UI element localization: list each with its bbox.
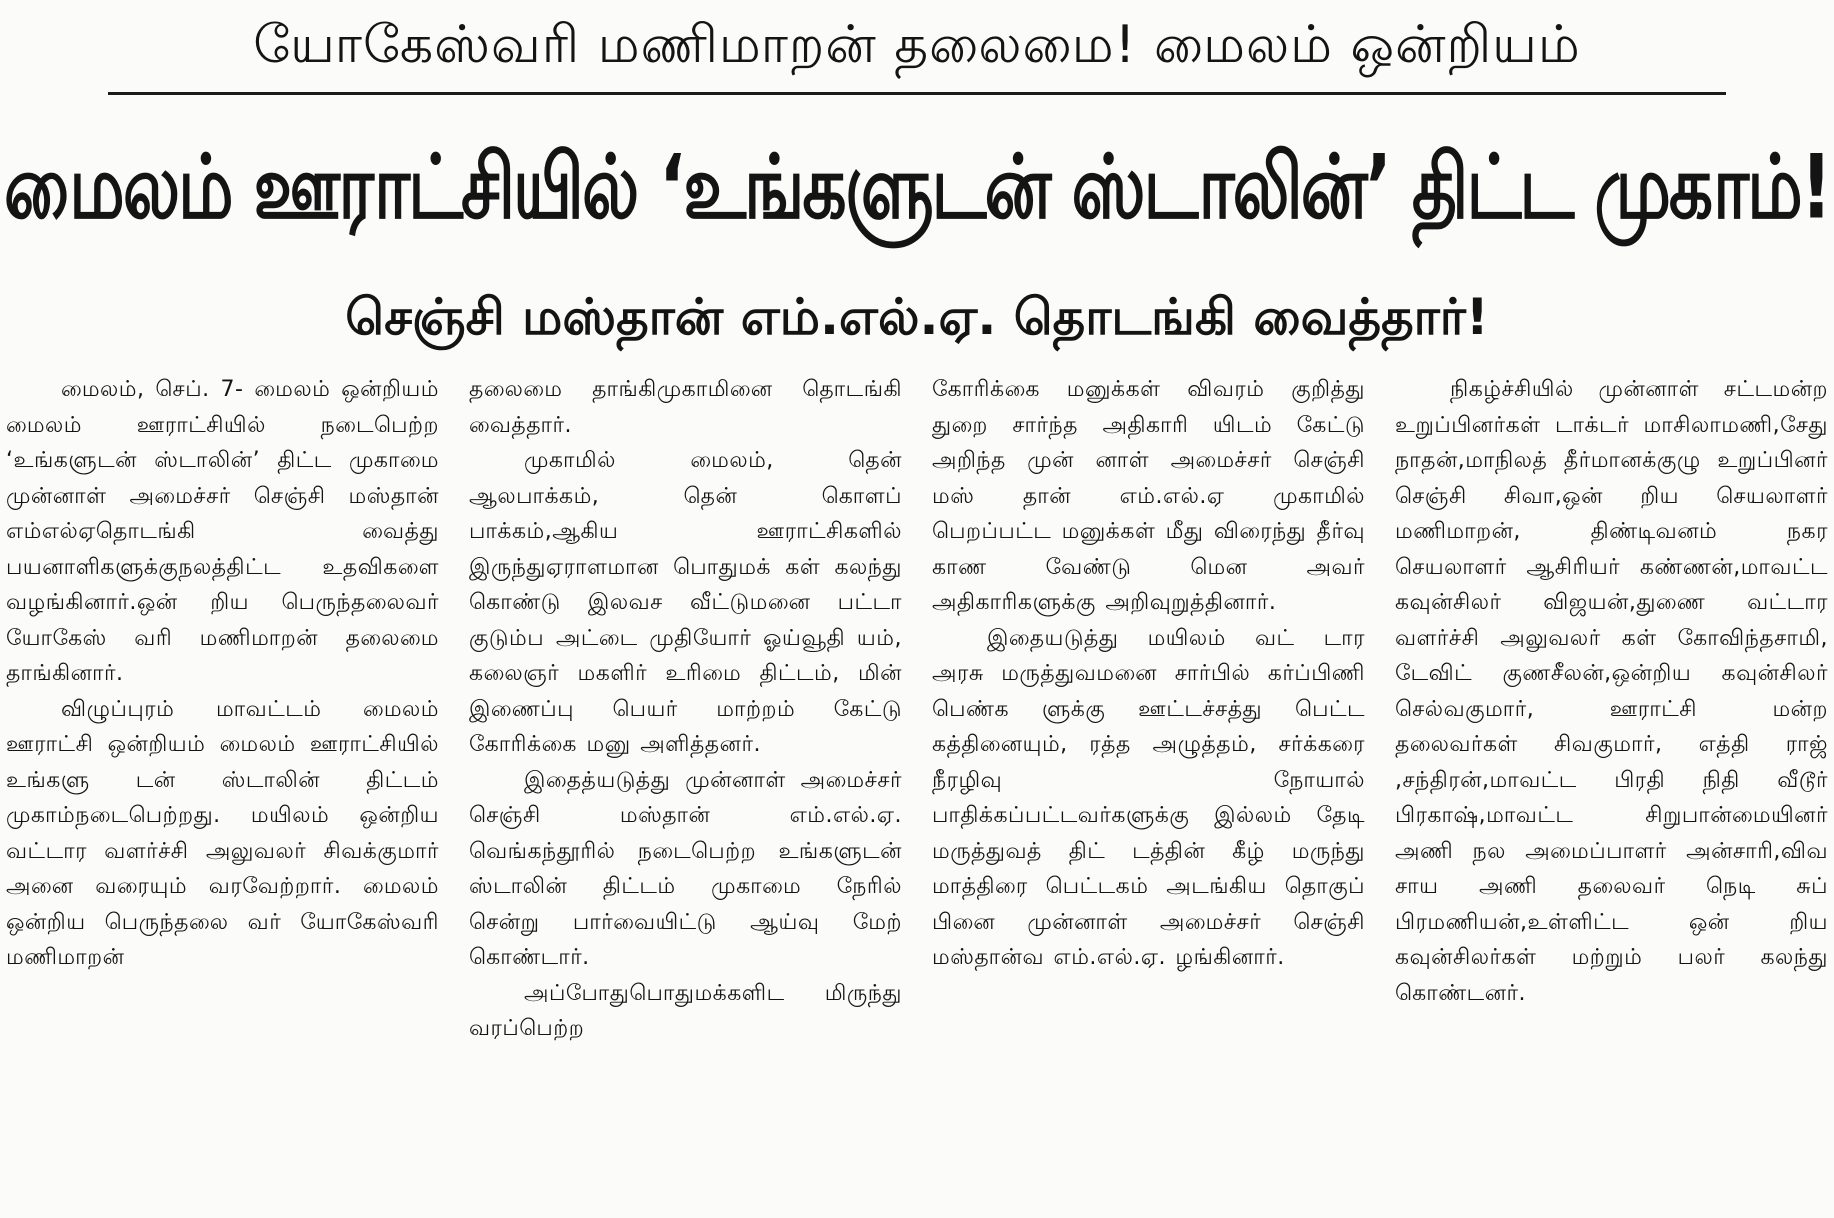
kicker-divider	[108, 92, 1726, 95]
article-body	[6, 372, 1828, 1212]
kicker-line: யோகேஸ்வரி மணிமாறன் தலைமை! மைலம் ஒன்றியம்	[253, 14, 1581, 75]
paragraph: கோரிக்கை மனுக்கள் விவரம் குறித்து துறை சார்ந்த அதிகாரி யிடம் கேட்டு அறிந்த முன் னாள் அமைச்சர் செஞ்சி மஸ் தான் எம்.எல்.ஏ முகாமில் பெறப்பட்ட மனுக்கள் மீது விரைந்து தீர்வு காண வேண்டு மென அவர் அதிகாரிகளுக்கு அறிவுறுத்தினார்.	[932, 377, 1365, 615]
paragraph: முகாமில் மைலம், தென் ஆலபாக்கம், தென் கொளப் பாக்கம்,ஆகிய ஊராட்சிகளில் இருந்துஏராளமான பொதுமக் கள் கலந்து கொண்டு இலவச வீட்டுமனை பட்டா குடும்ப அட்டை முதியோர் ஓய்வூதி யம், கலைஞர் மகளிர் உரிமை திட்டம், மின் இணைப்பு பெயர் மாற்றம் கேட்டு கோரிக்கை மனு அளித்தனர்.	[469, 448, 902, 757]
column-2	[469, 372, 902, 1212]
paragraph: அப்போதுபொதுமக்களிட மிருந்து வரப்பெற்ற	[469, 980, 902, 1041]
column-4	[1395, 372, 1828, 1212]
paragraph: இதையடுத்து மயிலம் வட் டார அரசு மருத்துவமனை சார்பில் கர்ப்பிணி பெண்க ளுக்கு ஊட்டச்சத்து பெட்ட கத்தினையும், ரத்த அழுத்தம், சர்க்கரை நீரழிவு நோயால் பாதிக்கப்பட்டவர்களுக்கு இல்லம் தேடி மருத்துவத் திட் டத்தின் கீழ் மருந்து மாத்திரை பெட்டகம் அடங்கிய தொகுப் பினை முன்னாள் அமைச்சர் செஞ்சி மஸ்தான்வ எம்.எல்.ஏ. ழங்கினார்.	[932, 625, 1365, 970]
subheadline: செஞ்சி மஸ்தான் எம்.எல்.ஏ. தொடங்கி வைத்தார்!	[345, 287, 1489, 346]
paragraph: நிகழ்ச்சியில் முன்னாள் சட்டமன்ற உறுப்பினர்கள் டாக்டர் மாசிலாமணி,சேது நாதன்,மாநிலத் தீர்மானக்குழு உறுப்பினர் செஞ்சி சிவா,ஒன் றிய செயலாளர் மணிமாறன், திண்டிவனம் நகர செயலாளர் ஆசிரியர் கண்ணன்,மாவட்ட கவுன்சிலர் விஜயன்,துணை வட்டார வளர்ச்சி அலுவலர் கள் கோவிந்தசாமி, டேவிட் குணசீலன்,ஒன்றிய கவுன்சிலர் செல்வகுமார், ஊராட்சி மன்ற தலைவர்கள் சிவகுமார், எத்தி ராஜ் ,சந்திரன்,மாவட்ட பிரதி நிதி வீடூர் பிரகாஷ்,மாவட்ட சிறுபான்மையினர் அணி நல அமைப்பாளர் அன்சாரி,விவ சாய அணி தலைவர் நெடி சுப் பிரமணியன்,உள்ளிட்ட ஒன் றிய கவுன்சிலர்கள் மற்றும் பலர் கலந்து கொண்டனர்.	[1395, 377, 1828, 1006]
paragraph: மைலம், செப். 7- மைலம் ஒன்றியம் மைலம் ஊராட்சியில் நடைபெற்ற ‘உங்களுடன் ஸ்டாலின்’ திட்ட முகாமை முன்னாள் அமைச்சர் செஞ்சி மஸ்தான் எம்எல்ஏதொடங்கி வைத்து பயனாளிகளுக்குநலத்திட்ட உதவிகளை வழங்கினார்.ஒன் றிய பெருந்தலைவர் யோகேஸ் வரி மணிமாறன் தலைமை தாங்கினார்.	[6, 377, 439, 686]
column-1	[6, 372, 439, 1212]
paragraph: இதைத்யடுத்து முன்னாள் அமைச்சர் செஞ்சி மஸ்தான் எம்.எல்.ஏ. வெங்கந்தூரில் நடைபெற்ற உங்களுடன் ஸ்டாலின் திட்டம் முகாமை நேரில் சென்று பார்வையிட்டு ஆய்வு மேற் கொண்டார்.	[469, 767, 902, 970]
paragraph: தலைமை தாங்கிமுகாமினை தொடங்கி வைத்தார்.	[469, 377, 902, 438]
headline: மைலம் ஊராட்சியில் ‘உங்களுடன் ஸ்டாலின்’ திட்ட முகாம்!	[3, 136, 1831, 239]
paragraph: விழுப்புரம் மாவட்டம் மைலம் ஊராட்சி ஒன்றியம் மைலம் ஊராட்சியில் உங்களு டன் ஸ்டாலின் திட்டம் முகாம்நடைபெற்றது. மயிலம் ஒன்றிய வட்டார வளர்ச்சி அலுவலர் சிவக்குமார் அனை வரையும் வரவேற்றார். மைலம் ஒன்றிய பெருந்தலை வர் யோகேஸ்வரி மணிமாறன்	[6, 696, 439, 970]
column-3	[932, 372, 1365, 1212]
